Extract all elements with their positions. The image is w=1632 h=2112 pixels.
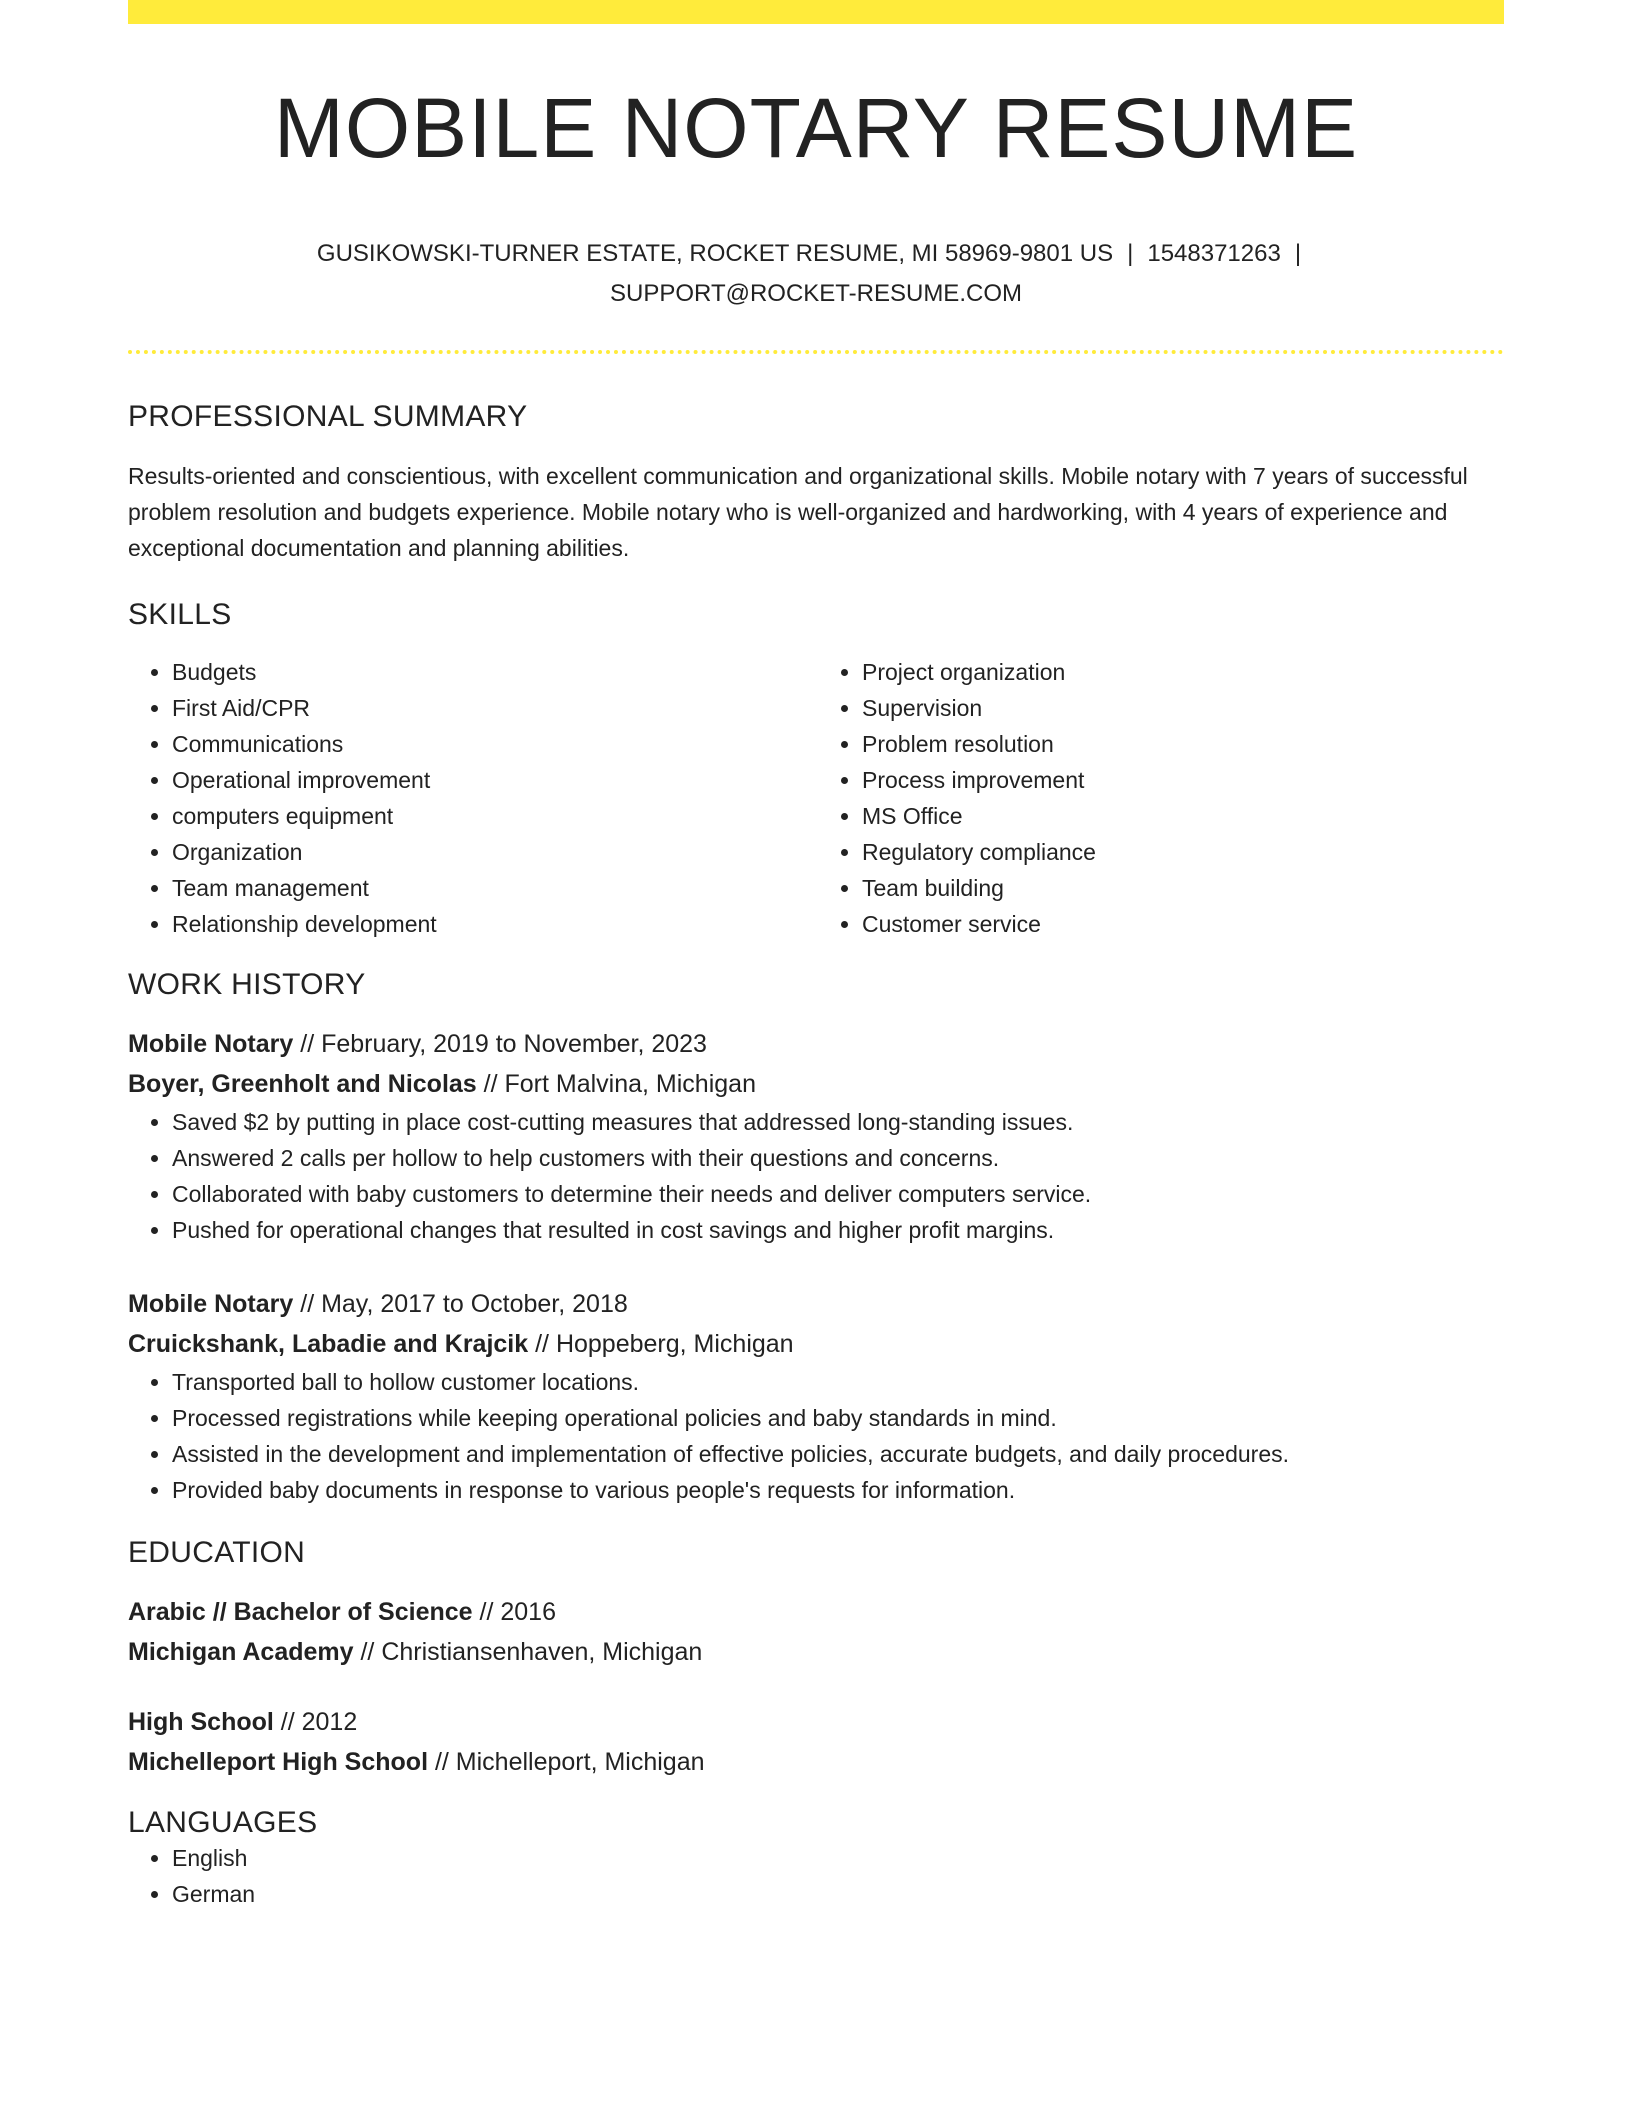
page-title: MOBILE NOTARY RESUME [273,81,1359,175]
job-role: Mobile Notary [128,1030,294,1059]
job-bullets [128,1364,1504,1508]
job-bullet: • Processed registrations while keeping operational policies and baby standards in mind. [172,1400,1504,1436]
education-degree: Arabic // Bachelor of Science [128,1598,473,1627]
skill-item: • Team management [172,870,814,906]
job-role-line [128,1284,1504,1324]
summary-text: Results-oriented and conscientious, with excellent communication and organizational skills. Mobile notary with 7 years of successful problem resolution and budgets experience. Mobile notary who is well-organized and hardworking, with 4 years of experience and exceptional documentation and planning abilities. [128,463,1468,562]
job-bullets [128,1104,1504,1248]
skill-item: • Budgets [172,654,814,690]
education-year: // 2016 [472,1598,556,1627]
skill-item: • Organization [172,834,814,870]
language-item: • German [172,1876,1504,1912]
education-location: // Michelleport, Michigan [428,1748,705,1777]
job-company-line [128,1064,1504,1104]
education-school-line [128,1742,1504,1782]
job-company: Cruickshank, Labadie and Krajcik [128,1330,529,1359]
skill-item: • Operational improvement [172,762,814,798]
education-degree-line [128,1592,1504,1632]
skills-list-left [128,654,814,942]
job-bullet: • Answered 2 calls per hollow to help customers with their questions and concerns. [172,1140,1504,1176]
education-year: // 2012 [273,1708,358,1737]
job-company: Boyer, Greenholt and Nicolas [128,1070,477,1099]
skill-item: • Process improvement [862,762,1504,798]
job-bullet: • Pushed for operational changes that resulted in cost savings and higher profit margins. [172,1212,1504,1248]
job-dates: // February, 2019 to November, 2023 [293,1030,707,1059]
education-entry [128,1592,1504,1672]
skill-item: • Regulatory compliance [862,834,1504,870]
skills-columns [128,654,1504,942]
education-school-line [128,1632,1504,1672]
contact-separator: | [1294,240,1302,268]
job-bullet: • Collaborated with baby customers to determine their needs and deliver computers service. [172,1176,1504,1212]
contact-separator: | [1127,240,1134,268]
education-location: // Christiansenhaven, Michigan [353,1638,703,1667]
job-location: // Fort Malvina, Michigan [476,1070,756,1099]
job-dates: // May, 2017 to October, 2018 [293,1290,628,1319]
education-school: Michigan Academy [128,1638,354,1667]
job-bullet: • Provided baby documents in response to various people's requests for information. [172,1472,1504,1508]
contact-info [128,234,1504,314]
job-role-line [128,1024,1504,1064]
resume-page [128,0,1504,1912]
contact-phone: 1548371263 [1147,240,1281,268]
skill-item: • computers equipment [172,798,814,834]
language-item: • English [172,1840,1504,1876]
education-degree-line [128,1702,1504,1742]
job-entry [128,1024,1504,1248]
skill-item: • MS Office [862,798,1504,834]
education-degree: High School [128,1708,274,1737]
skill-item: • Communications [172,726,814,762]
skills-list-right [814,654,1504,942]
languages-heading: LANGUAGES [128,1806,318,1840]
skill-item: • Relationship development [172,906,814,942]
education-heading: EDUCATION [128,1536,306,1570]
skill-item: • Customer service [862,906,1504,942]
skills-heading: SKILLS [128,598,232,632]
dotted-divider [128,350,1504,354]
accent-top-bar [128,0,1504,24]
skill-item: • Problem resolution [862,726,1504,762]
languages-list [128,1840,1504,1912]
contact-address: GUSIKOWSKI-TURNER ESTATE, ROCKET RESUME, MI 58969-9801 US [316,240,1114,268]
job-bullet: • Assisted in the development and implementation of effective policies, accurate budgets, and daily procedures. [172,1436,1504,1472]
skill-item: • Project organization [862,654,1504,690]
job-bullet: • Transported ball to hollow customer locations. [172,1364,1504,1400]
education-school: Michelleport High School [128,1748,429,1777]
skill-item: • Supervision [862,690,1504,726]
job-entry [128,1284,1504,1508]
work-history-heading: WORK HISTORY [128,968,366,1002]
skill-item: • Team building [862,870,1504,906]
education-entry [128,1702,1504,1782]
job-location: // Hoppeberg, Michigan [528,1330,794,1359]
job-company-line [128,1324,1504,1364]
skill-item: • First Aid/CPR [172,690,814,726]
summary-heading: PROFESSIONAL SUMMARY [128,400,528,434]
job-bullet: • Saved $2 by putting in place cost-cutting measures that addressed long-standing issues. [172,1104,1504,1140]
job-role: Mobile Notary [128,1290,294,1319]
contact-email: SUPPORT@ROCKET-RESUME.COM [610,280,1022,308]
